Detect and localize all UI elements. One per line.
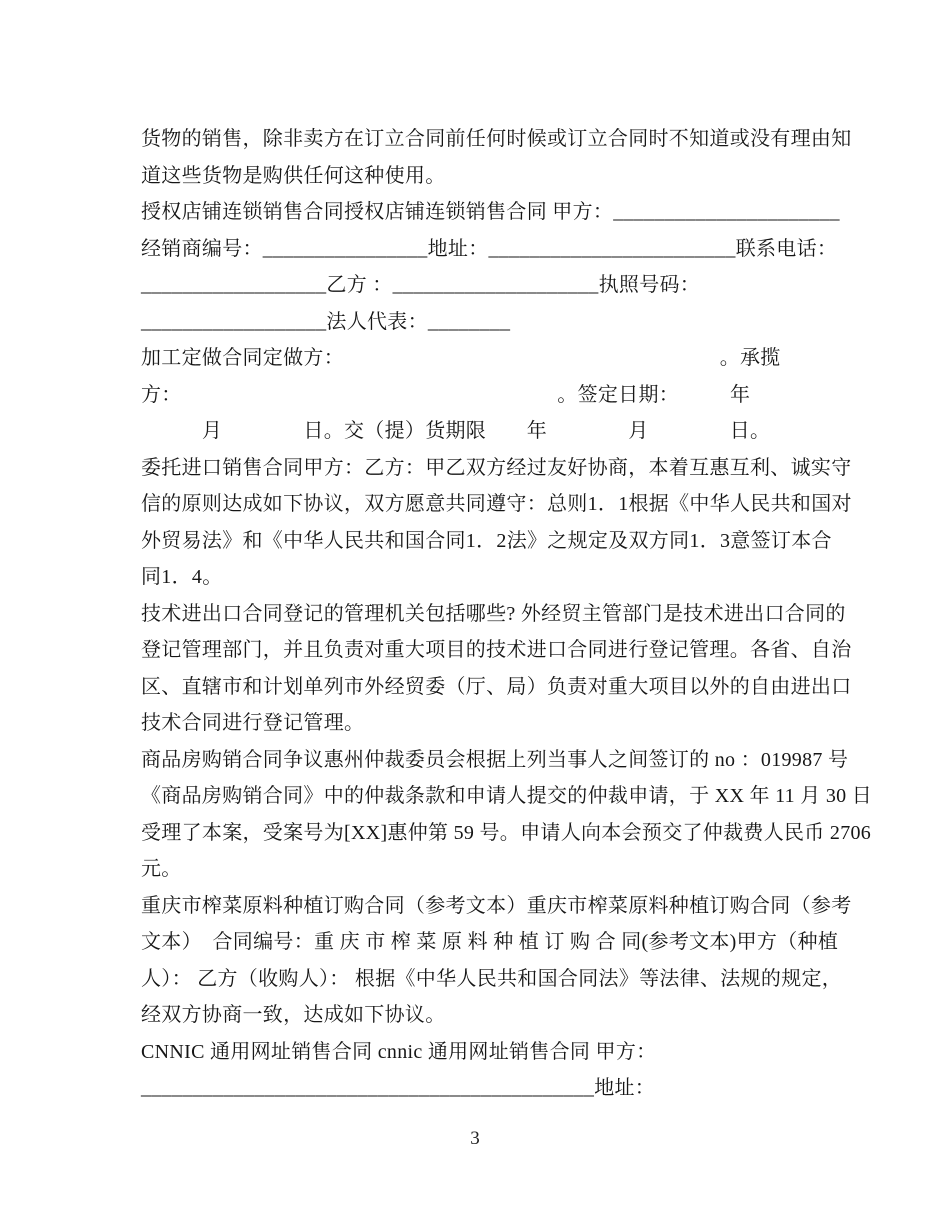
text-line: 区、直辖市和计划单列市外经贸委（厅、局）负责对重大项目以外的自由进出口 <box>141 675 852 698</box>
text-line: 货物的销售，除非卖方在订立合同前任何时候或订立合同时不知道或没有理由知 <box>141 128 852 150</box>
text-line-with-blank-field: __________________乙方 ：____________________执照号码： <box>141 274 701 296</box>
text-line: 元。 <box>141 858 182 880</box>
text-line: 登记管理部门，并且负责对重大项目的技术进口合同进行登记管理。各省、自治 <box>141 639 852 661</box>
text-line: 外贸易法》和《中华人民共和国合同1．2法》之规定及双方同1．3意签订本合 <box>141 529 832 552</box>
text-line: 技术进出口合同登记的管理机关包括哪些? 外经贸主管部门是技术进出口合同的 <box>141 602 846 625</box>
text-line: 信的原则达成如下协议，双方愿意共同遵守：总则1．1根据《中华人民共和国对 <box>141 493 852 515</box>
text-line: 重庆市榨菜原料种植订购合同（参考文本）重庆市榨菜原料种植订购合同（参考 <box>141 894 852 917</box>
text-line: CNNIC 通用网址销售合同 cnnic 通用网址销售合同 甲方： <box>141 1040 657 1063</box>
text-line: 《商品房购销合同》中的仲裁条款和申请人提交的仲裁申请，于 XX 年 11 月 30 日 <box>141 785 873 807</box>
text-line-with-blank-field: ____________________________________________地址： <box>141 1077 656 1099</box>
document-content <box>141 121 873 1107</box>
text-line: 委托进口销售合同甲方：乙方：甲乙双方经过友好协商，本着互惠互利、诚实守 <box>141 456 852 479</box>
text-line: 经双方协商一致，达成如下协议。 <box>141 1004 446 1026</box>
text-line-with-blank-field: 经销商编号：________________地址：________________________联系电话： <box>141 237 838 260</box>
text-line: 人）： 乙方（收购人）： 根据《中华人民共和国合同法》等法律、法规的规定， <box>141 967 843 990</box>
text-line: 商品房购销合同争议惠州仲裁委员会根据上列当事人之间签订的 no ：019987 号 <box>141 748 849 771</box>
text-line: 技术合同进行登记管理。 <box>141 712 365 734</box>
text-line-with-blank-field: __________________法人代表：________ <box>141 310 511 333</box>
text-line: 道这些货物是购供任何这种使用。 <box>141 164 446 187</box>
text-line: 受理了本案，受案号为[XX]惠仲第 59 号。申请人向本会预交了仲裁费人民币 2706 <box>141 821 872 844</box>
text-line: 加工定做合同定做方： 。承揽 <box>141 347 781 369</box>
text-line: 文本） 合同编号：重 庆 市 榨 菜 原 料 种 植 订 购 合 同(参考文本)甲方（种植 <box>141 931 839 953</box>
text-line-with-blank-field: 授权店铺连锁销售合同授权店铺连锁销售合同 甲方：______________________ <box>141 201 840 223</box>
page-number: 3 <box>470 1128 480 1149</box>
text-line: 月 日。交（提）货期限 年 月 日。 <box>141 420 771 442</box>
text-line: 同1．4。 <box>141 566 223 588</box>
text-line: 方： 。签定日期： 年 <box>141 383 751 406</box>
